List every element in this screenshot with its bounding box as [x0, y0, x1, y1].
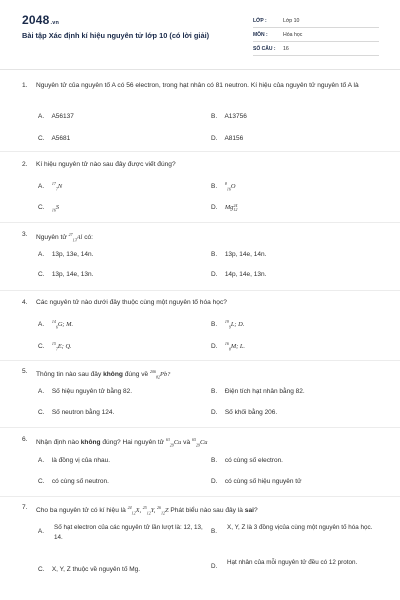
option-c[interactable] [38, 270, 93, 280]
question-6 [22, 434, 382, 485]
option-b[interactable] [211, 317, 244, 332]
meta-value: Hóa học [283, 31, 303, 38]
option-a[interactable] [38, 523, 210, 543]
stem-emphasis: sai [244, 507, 254, 515]
meta-label: SỐ CÂU : [253, 45, 276, 52]
formula: $^{24}_{12}$X, $^{25}_{12}$Y, $^{26}_{12}$Z [127, 505, 169, 516]
option-d[interactable] [211, 134, 243, 144]
option-c[interactable] [38, 565, 140, 575]
option-letter: C. [38, 204, 45, 211]
question-number: 3. [22, 231, 28, 238]
question-1 [22, 80, 382, 142]
option-text: là đồng vị của nhau. [51, 457, 110, 464]
option-letter: A. [38, 113, 45, 120]
option-text: X, Y, Z là 3 đồng vịcủa cùng một nguyên tố hóa học. [227, 524, 373, 531]
formula: $_{16}$S [51, 204, 60, 213]
stem-part: Phát biểu nào sau đây là [170, 507, 243, 515]
option-letter: A. [38, 528, 44, 535]
meta-label: MÔN : [253, 31, 268, 38]
option-text: 13p, 14e, 13n. [51, 271, 94, 278]
option-text: 13p, 14e, 14n. [224, 251, 267, 258]
option-text: Điện tích hạt nhân bằng 82. [224, 388, 305, 395]
question-number: 4. [22, 299, 28, 306]
option-letter: D. [211, 204, 218, 211]
question-stem [36, 229, 382, 245]
option-d[interactable] [211, 477, 301, 487]
option-letter: B. [211, 528, 217, 535]
site-logo[interactable] [22, 13, 59, 27]
question-stem: Các nguyên tử nào dưới đây thuộc cùng một nguyên tố hóa học? [36, 299, 227, 306]
option-letter: D. [211, 478, 218, 485]
option-d[interactable] [211, 339, 245, 354]
question-divider [0, 151, 400, 152]
question-stem [36, 434, 382, 450]
question-stem: Cho ba nguyên tử có kí hiệu là $^{24}_{12}$X, $^{25}_{12}$Y, $^{26}_{12}$Z Phát biểu nào sau đây là sai? [36, 505, 258, 516]
question-text [22, 434, 382, 450]
question-number: 1. [22, 82, 28, 89]
meta-table [253, 14, 379, 56]
option-d[interactable] [211, 203, 237, 213]
meta-row-count [253, 42, 379, 56]
option-letter: B. [211, 251, 218, 258]
question-stem: Nguyên tử của nguyên tố A có 56 electron, trong hạt nhân có 81 neutron. Kí hiệu của nguyên tử nguyên tố A là [36, 82, 359, 89]
option-text: 13p, 13e, 14n. [51, 251, 94, 258]
option-a[interactable] [38, 179, 62, 194]
meta-value: 16 [283, 45, 289, 52]
question-number: 7. [22, 504, 28, 511]
logo-suffix: .vn [50, 20, 60, 26]
logo-text: 2048 [22, 13, 50, 27]
option-letter: D. [211, 409, 218, 416]
option-c[interactable] [38, 408, 114, 418]
option-letter: A. [38, 183, 45, 191]
option-b[interactable] [211, 387, 305, 397]
option-text: L; D. [230, 321, 245, 329]
option-letter: C. [38, 343, 45, 351]
option-text: M; L. [230, 343, 246, 351]
meta-row-class [253, 14, 379, 28]
question-divider [0, 222, 400, 223]
option-text: G; M. [57, 321, 74, 329]
question-3 [22, 229, 382, 278]
stem-part: đúng về [124, 371, 149, 379]
stem-emphasis: không [80, 439, 101, 447]
option-letter: A. [38, 457, 45, 464]
option-b[interactable] [211, 523, 381, 533]
option-text: A5681 [51, 135, 71, 142]
option-letter: B. [211, 388, 218, 395]
option-letter: B. [211, 183, 218, 191]
stem-emphasis: không [103, 371, 123, 379]
option-letter: D. [211, 343, 218, 351]
stem-part: đúng? Hai nguyên tử [102, 439, 164, 447]
question-text [22, 159, 382, 170]
option-text: Số hạt electron của các nguyên tử lần lượt là: 12, 13, 14. [54, 524, 203, 541]
page-title: Bài tập Xác định kí hiệu nguyên tử lớp 10 (có lời giải) [22, 31, 210, 40]
option-text: có cùng số neutron. [51, 478, 109, 485]
question-text [22, 502, 382, 518]
option-d[interactable] [211, 558, 381, 568]
option-text: O [230, 183, 236, 191]
option-b[interactable] [211, 179, 235, 194]
question-7 [22, 502, 382, 573]
question-2 [22, 159, 382, 213]
formula: $^{65}_{29}$Cu [191, 437, 208, 448]
option-a[interactable] [38, 112, 74, 122]
question-5 [22, 366, 382, 416]
option-letter: D. [211, 271, 218, 278]
question-text [22, 80, 382, 91]
option-text: Số hiệu nguyên tử bằng 82. [51, 388, 133, 395]
option-letter: B. [211, 321, 218, 329]
meta-row-subject [253, 28, 379, 42]
meta-value: Lớp 10 [283, 17, 300, 24]
option-text: Hạt nhân của mỗi nguyên tử đều có 12 proton. [227, 559, 358, 566]
question-number: 6. [22, 436, 28, 443]
question-text [22, 229, 382, 245]
option-text: X, Y, Z thuộc về nguyên tố Mg. [51, 566, 141, 573]
option-text: Số khối bằng 206. [224, 409, 278, 416]
option-text: có cùng số hiệu nguyên tử [224, 478, 302, 485]
formula: $^{16}_8$M; L. [224, 341, 246, 352]
option-text: Mg [224, 204, 234, 211]
option-b[interactable] [211, 456, 283, 466]
question-stem: Kí hiệu nguyên tử nào sau đây được viết đúng? [36, 161, 176, 168]
question-text [22, 366, 382, 382]
question-divider [0, 496, 400, 497]
stem-part: Thông tin nào sau đây [36, 371, 102, 379]
formula: $^{14}_6$G; M. [51, 319, 74, 330]
formula: $^{206}_{82}$Pb? [150, 369, 171, 380]
option-b[interactable] [211, 250, 266, 260]
meta-label: LỚP : [253, 17, 267, 24]
question-number: 5. [22, 368, 28, 375]
option-a[interactable] [38, 250, 93, 260]
question-divider [0, 427, 400, 428]
formula: $^{27}_{13}$Al [68, 232, 83, 243]
option-letter: C. [38, 135, 45, 142]
option-a[interactable] [38, 387, 132, 397]
formula: $^{15}_7$E; Q. [51, 341, 72, 352]
option-letter: C. [38, 478, 45, 485]
option-letter: D. [211, 563, 218, 570]
option-c[interactable] [38, 134, 70, 144]
page-header [0, 0, 400, 66]
option-letter: A. [38, 251, 45, 258]
option-text: Số neutron bằng 124. [51, 409, 115, 416]
option-c[interactable] [38, 203, 59, 215]
formula: $^{63}_{29}$Cu [165, 437, 182, 448]
option-text: A8156 [224, 135, 244, 142]
stem-part: Nhận định nào [36, 439, 79, 447]
option-d[interactable] [211, 408, 277, 418]
question-number: 2. [22, 161, 28, 168]
option-letter: A. [38, 321, 45, 329]
question-stem [36, 366, 382, 382]
question-divider [0, 290, 400, 291]
option-text: A56137 [51, 113, 74, 120]
option-text: N [57, 183, 63, 191]
option-text: S [55, 204, 60, 211]
option-letter: C. [38, 271, 45, 278]
option-text: E; Q. [57, 343, 72, 351]
option-c[interactable] [38, 477, 109, 487]
question-4 [22, 297, 382, 352]
stem-part: và [183, 439, 191, 447]
option-letter: D. [211, 135, 218, 142]
formula: $^8_{16}$O [224, 181, 236, 192]
formula: $^{17}_7$N [51, 181, 63, 192]
option-text: 14p, 14e, 13n. [224, 271, 267, 278]
option-letter: A. [38, 388, 45, 395]
option-d[interactable] [211, 270, 266, 280]
option-a[interactable] [38, 456, 110, 466]
option-letter: B. [211, 113, 218, 120]
option-letter: C. [38, 409, 45, 416]
question-divider [0, 360, 400, 361]
option-c[interactable] [38, 339, 72, 354]
formula: $^{19}_9$L; D. [224, 319, 245, 330]
stem-part: Nguyên tử [36, 234, 67, 242]
option-letter: B. [211, 457, 218, 464]
option-b[interactable] [211, 112, 247, 122]
question-text [22, 297, 382, 308]
stem-part: Cho ba nguyên tử có kí hiệu là [36, 507, 126, 515]
formula: Mg 24 12 [224, 202, 238, 212]
option-text: A13756 [224, 113, 247, 120]
option-text: có cùng số electron. [224, 457, 283, 464]
option-letter: C. [38, 566, 45, 573]
option-a[interactable] [38, 317, 73, 332]
stem-part: có: [84, 234, 93, 242]
header-divider [0, 69, 400, 70]
